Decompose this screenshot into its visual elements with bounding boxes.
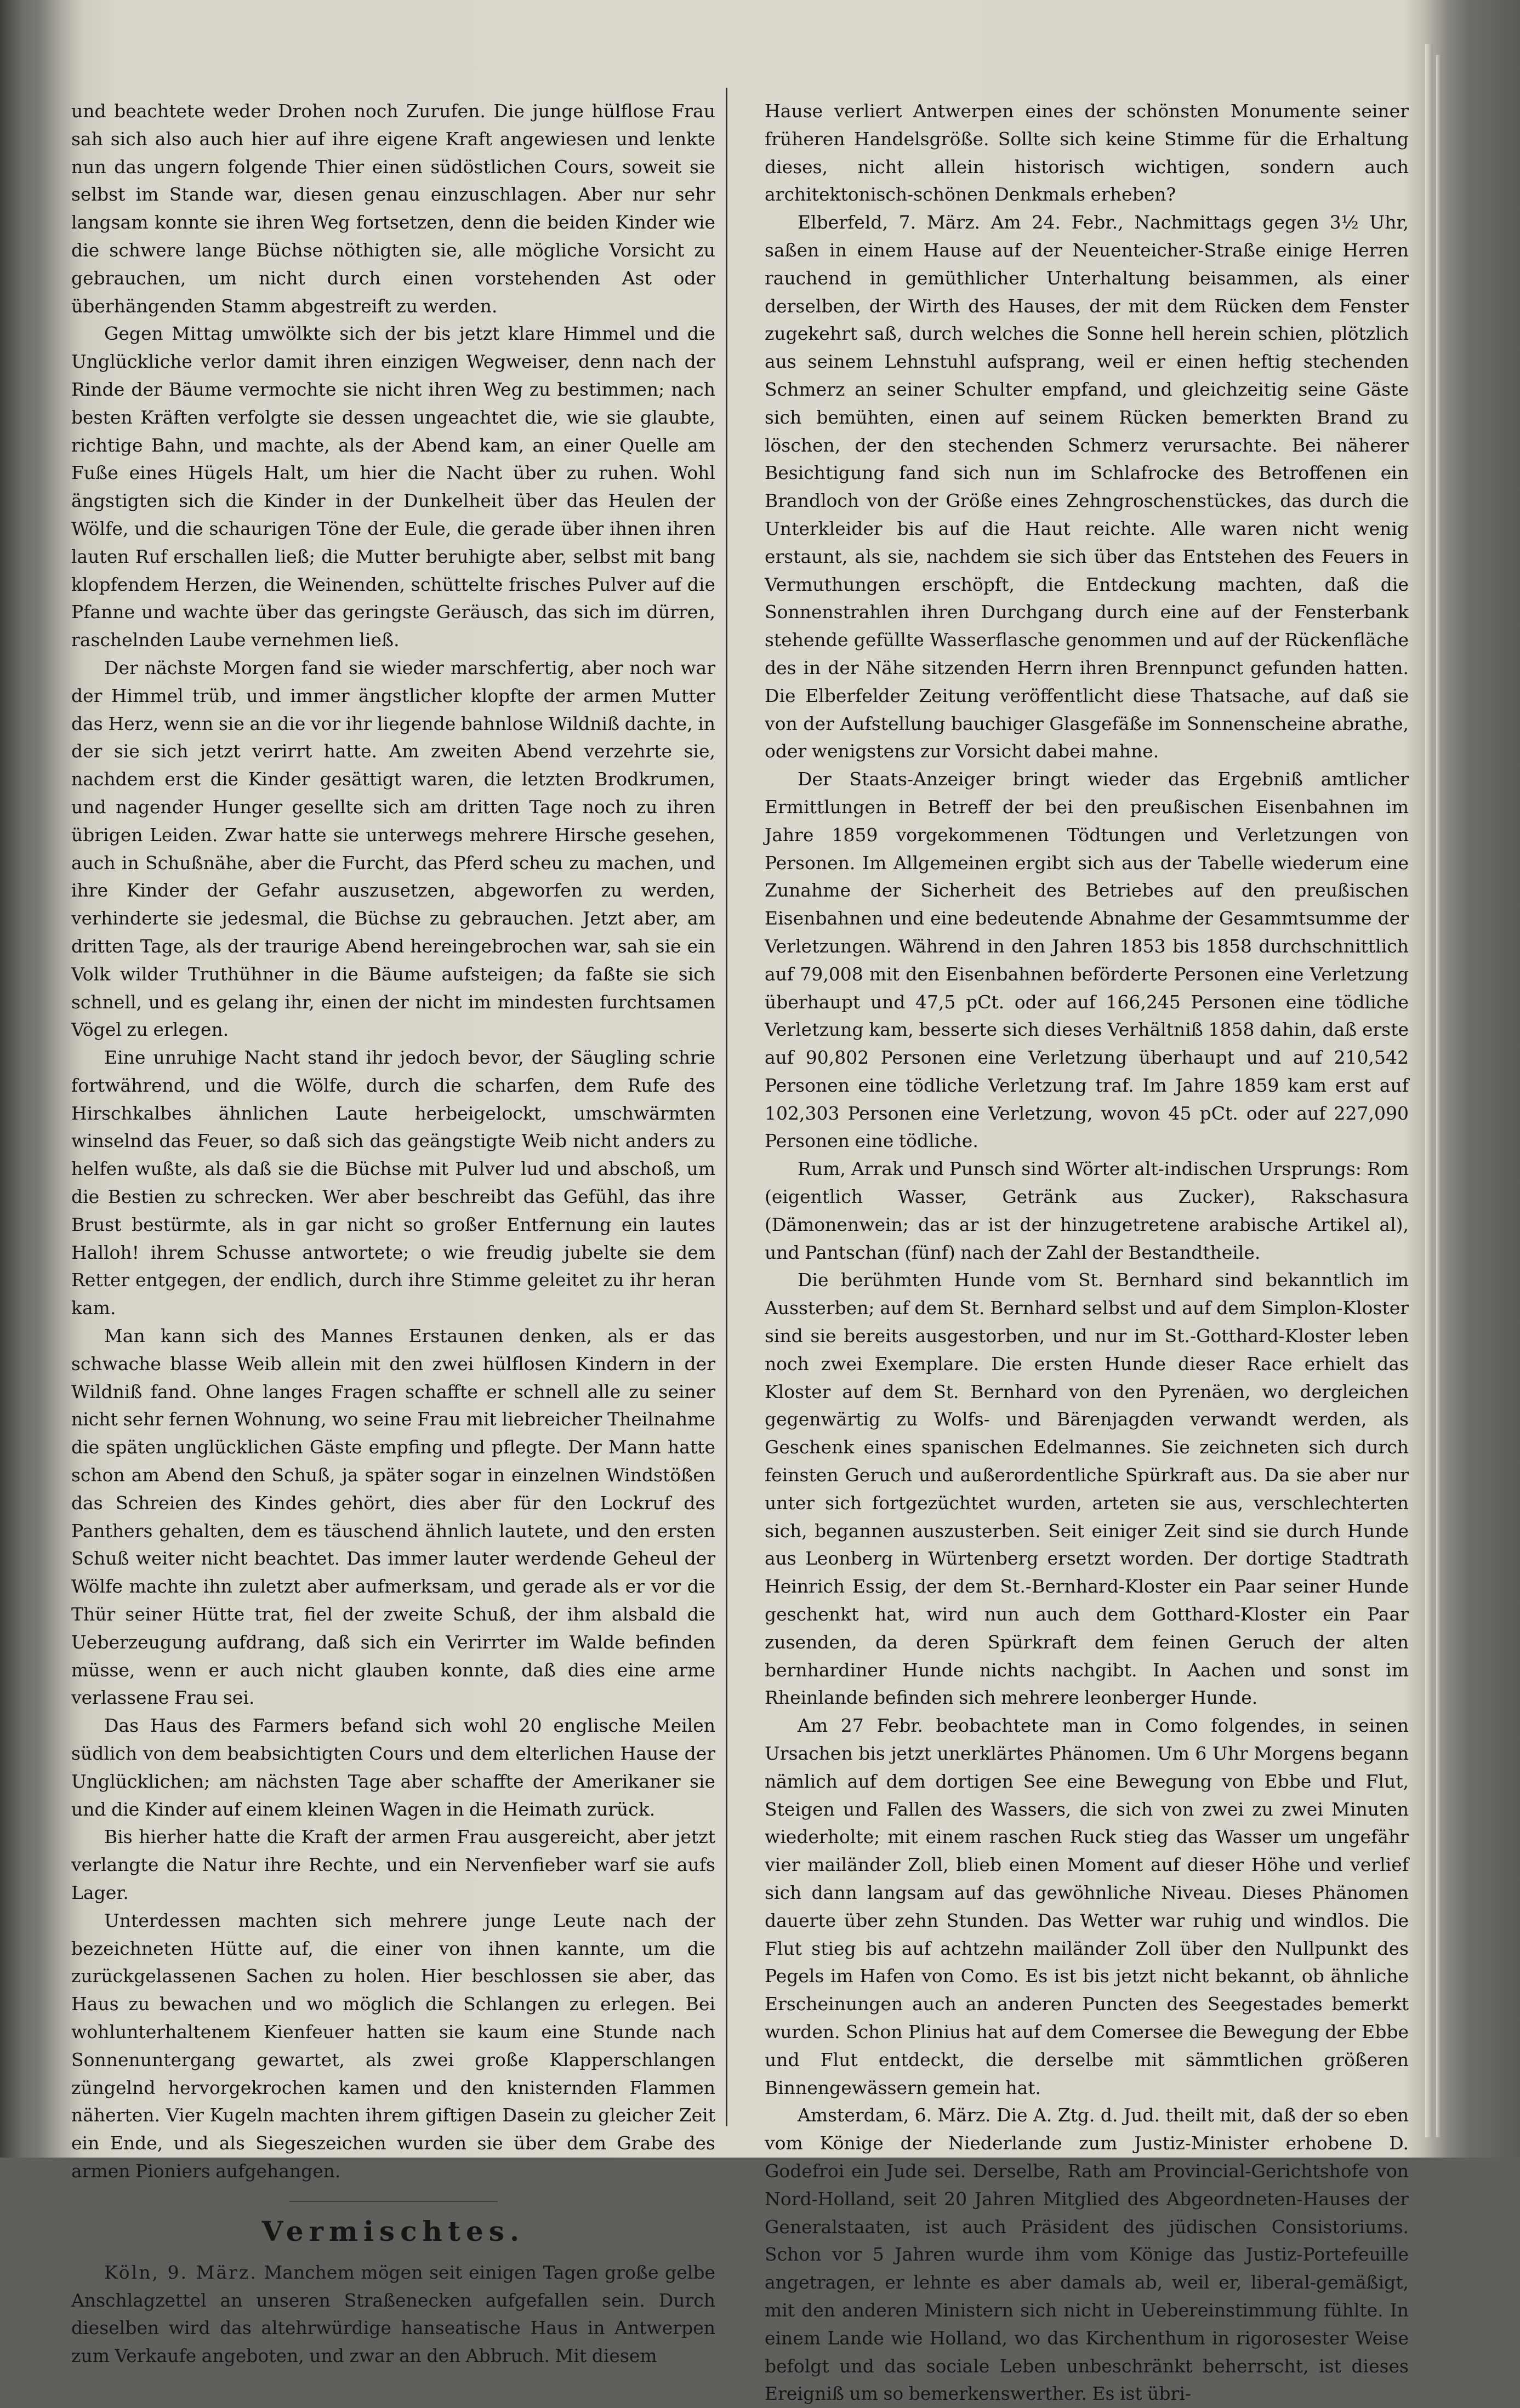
paragraph: Bis hierher hatte die Kraft der armen Frau ausgereicht, aber jetzt verlangte die Natur ihre Rechte, und ein Nervenfieber warf sie aufs Lager. <box>71 1826 715 1903</box>
paragraph: Elberfeld, 7. März. Am 24. Febr., Nachmittags gegen 3½ Uhr, saßen in einem Hause auf der Neuenteicher-Straße einige Herren rauchend in gemüthlicher Unterhaltung beisammen, als einer derselben, der Wirth des Hauses, der mit dem Rücken dem Fenster zugekehrt saß, durch welches die Sonne hell herein schien, plötzlich aus seinem Lehnstuhl aufsprang, weil er einen heftig stechenden Schmerz an seiner Schulter empfand, und gleichzeitig seine Gäste sich bemühten, einen auf seinem Rücken bemerkten Brand zu löschen, der den stechenden Schmerz verursachte. Bei näherer Besichtigung fand sich nun im Schlafrocke des Betroffenen ein Brandloch von der Größe eines Zehngroschenstückes, das durch die Unterkleider bis auf die Haut reichte. Alle waren nicht wenig erstaunt, als sie, nachdem sie sich über das Entstehen des Feuers in Vermuthungen erschöpft, die Entdeckung machten, daß die Sonnenstrahlen ihren Durchgang durch eine auf der Fensterbank stehende gefüllte Wasserflasche genommen und auf der Rückenfläche des in der Nähe sitzenden Herrn ihren Brennpunct gefunden hatten. Die Elberfelder Zeitung veröffentlicht diese Thatsache, auf daß sie von der Aufstellung bauchiger Glasgefäße im Sonnenscheine abrathe, oder wenigstens zur Vorsicht dabei mahne. <box>765 212 1409 762</box>
paragraph: Rum, Arrak und Punsch sind Wörter alt-indischen Ursprungs: Rom (eigentlich Wasser, Getränk aus Zucker), Rakschasura (Dämonenwein; das ar ist der hinzugetretene arabische Artikel al), und Pantschan (fünf) nach der Zahl der Bestandtheile. <box>765 1158 1409 1263</box>
left-column <box>71 98 715 2370</box>
right-column <box>765 98 1409 2408</box>
paragraph-text: Manchem mögen seit einigen Tagen große gelbe Anschlagzettel an unseren Straßenecken aufgefallen sein. Durch dieselben wird das altehrwürdige hanseatische Haus in Antwerpen zum Verkaufe angeboten, und zwar an den Abbruch. Mit diesem <box>71 2261 716 2367</box>
paragraph: Am 27 Febr. beobachtete man in Como folgendes, in seinen Ursachen bis jetzt unerklärtes Phänomen. Um 6 Uhr Morgens begann nämlich auf dem dortigen See eine Bewegung von Ebbe und Flut, Steigen und Fallen des Wassers, die sich von zwei zu zwei Minuten wiederholte; mit einem raschen Ruck stieg das Wasser um ungefähr vier mailänder Zoll, blieb einen Moment auf dieser Höhe und verlief sich dann langsam auf das gewöhnliche Niveau. Dieses Phänomen dauerte über zehn Stunden. Das Wetter war ruhig und windlos. Die Flut stieg bis auf achtzehn mailänder Zoll über den Nullpunkt des Pegels im Hafen von Como. Es ist bis jetzt nicht bekannt, ob ähnliche Erscheinungen auch an anderen Puncten des Seegestades bemerkt wurden. Schon Plinius hat auf dem Comersee die Bewegung der Ebbe und Flut entdeckt, die derselbe mit sämmtlichen größeren Binnengewässern gemein hat. <box>765 1715 1409 2098</box>
dateline: Köln, 9. März. <box>104 2261 258 2283</box>
paragraph: Hause verliert Antwerpen eines der schönsten Monumente seiner früheren Handelsgröße. Sollte sich keine Stimme für die Erhaltung dieses, nicht allein historisch wichtigen, sondern auch architektonisch-schönen Denkmals erheben? <box>765 100 1409 206</box>
column-divider <box>726 88 727 2126</box>
page-edge <box>1425 44 1433 2137</box>
paragraph: Man kann sich des Mannes Erstaunen denken, als er das schwache blasse Weib allein mit den zwei hülflosen Kindern in der Wildniß fand. Ohne langes Fragen schaffte er schnell alle zu seiner nicht sehr fernen Wohnung, wo seine Frau mit liebreicher Theilnahme die späten unglücklichen Gäste empfing und pflegte. Der Mann hatte schon am Abend den Schuß, ja später sogar in einzelnen Windstößen das Schreien des Kindes gehört, dies aber für den Lockruf des Panthers gehalten, dem es täuschend ähnlich lautete, und den ersten Schuß weiter nicht beachtet. Das immer lauter werdende Geheul der Wölfe machte ihn zuletzt aber aufmerksam, und gerade als er vor die Thür seiner Hütte trat, fiel der zweite Schuß, der ihm alsbald die Ueberzeugung aufdrang, daß sich ein Verirrter im Walde befinden müsse, wenn er auch nicht glauben konnte, daß dies eine arme verlassene Frau sei. <box>71 1325 715 1709</box>
paragraph <box>71 2259 715 2370</box>
paragraph: Amsterdam, 6. März. Die A. Ztg. d. Jud. theilt mit, daß der so eben vom Könige der Niederlande zum Justiz-Minister erhobene D. Godefroi ein Jude sei. Derselbe, Rath am Provincial-Gerichtshofe von Nord-Holland, seit 20 Jahren Mitglied des Abgeordneten-Hauses der Generalstaaten, ist auch Präsident des jüdischen Consistoriums. Schon vor 5 Jahren wurde ihm vom Könige das Justiz-Portefeuille angetragen, er lehnte es aber damals ab, weil er, liberal-gemäßigt, mit den anderen Ministern sich nicht in Uebereinstimmung fühlte. In einem Lande wie Holland, wo das Kirchenthum in rigorosester Weise befolgt und das sociale Leben unbeschränkt beherrscht, ist dieses Ereigniß um so bemerkenswerther. Es ist übri- <box>765 2104 1409 2405</box>
paragraph: Die berühmten Hunde vom St. Bernhard sind bekanntlich im Aussterben; auf dem St. Bernhard selbst und auf dem Simplon-Kloster sind sie bereits ausgestorben, und nur im St.-Gotthard-Kloster leben noch zwei Exemplare. Die ersten Hunde dieser Race erhielt das Kloster auf dem St. Bernhard von den Pyrenäen, wo dergleichen gegenwärtig zu Wolfs- und Bärenjagden verwandt werden, als Geschenk eines spanischen Edelmannes. Sie zeichneten sich durch feinsten Geruch und außerordentliche Spürkraft aus. Da sie aber nur unter sich fortgezüchtet wurden, arteten sie aus, verschlechterten sich, begannen auszusterben. Seit einiger Zeit sind sie durch Hunde aus Leonberg in Würtenberg ersetzt worden. Der dortige Stadtrath Heinrich Essig, der dem St.-Bernhard-Kloster ein Paar seiner Hunde geschenkt hat, wird nun auch dem Gotthard-Kloster ein Paar zusenden, da deren Spürkraft dem feinen Geruch der alten bernhardiner Hunde nichts nachgibt. In Aachen und sonst im Rheinlande befinden sich mehrere leonberger Hunde. <box>765 1269 1409 1709</box>
page-edge-back <box>1436 55 1442 2137</box>
section-rule <box>289 2201 498 2202</box>
paragraph: Der Staats-Anzeiger bringt wieder das Ergebniß amtlicher Ermittlungen in Betreff der bei den preußischen Eisenbahnen im Jahre 1859 vorgekommenen Tödtungen und Verletzungen von Personen. Im Allgemeinen ergibt sich aus der Tabelle wiederum eine Zunahme der Sicherheit des Betriebes auf den preußischen Eisenbahnen und eine bedeutende Abnahme der Gesammtsumme der Verletzungen. Während in den Jahren 1853 bis 1858 durchschnittlich auf 79,008 mit den Eisenbahnen beförderte Personen eine Verletzung überhaupt und 47,5 pCt. oder auf 166,245 Personen eine tödliche Verletzung kam, besserte sich dieses Verhältniß 1858 dahin, daß erste auf 90,802 Personen eine Verletzung überhaupt und auf 210,542 Personen eine tödliche Verletzung traf. Im Jahre 1859 kam erst auf 102,303 Personen eine Verletzung, wovon 45 pCt. oder auf 227,090 Personen eine tödliche. <box>765 768 1409 1152</box>
section-heading: Vermischtes. <box>261 2215 525 2247</box>
paragraph: Der nächste Morgen fand sie wieder marschfertig, aber noch war der Himmel trüb, und immer ängstlicher klopfte der armen Mutter das Herz, wenn sie an die vor ihr liegende bahnlose Wildniß dachte, in der sie sich jetzt verirrt hatte. Am zweiten Abend verzehrte sie, nachdem erst die Kinder gesättigt waren, die letzten Brodkrumen, und nagender Hunger gesellte sich am dritten Tage noch zu ihren übrigen Leiden. Zwar hatte sie unterwegs mehrere Hirsche gesehen, auch in Schußnähe, aber die Furcht, das Pferd scheu zu machen, und ihre Kinder der Gefahr auszusetzen, abgeworfen zu werden, verhinderte sie jedesmal, die Büchse zu gebrauchen. Jetzt aber, am dritten Tage, als der traurige Abend hereingebrochen war, sah sie ein Volk wilder Truthühner in die Bäume aufsteigen; da faßte sie sich schnell, und es gelang ihr, einen der nicht im mindesten furchtsamen Vögel zu erlegen. <box>71 657 715 1041</box>
paragraph: und beachtete weder Drohen noch Zurufen. Die junge hülflose Frau sah sich also auch hier auf ihre eigene Kraft angewiesen und lenkte nun das ungern folgende Thier einen südöstlichen Cours, soweit sie selbst im Stande war, diesen genau einzuschlagen. Aber nur sehr langsam konnte sie ihren Weg fortsetzen, denn die beiden Kinder wie die schwere lange Büchse nöthigten sie, alle mögliche Vorsicht zu gebrauchen, um nicht durch einen vorstehenden Ast oder überhängenden Stamm abgestreift zu werden. <box>71 100 715 317</box>
paragraph: Eine unruhige Nacht stand ihr jedoch bevor, der Säugling schrie fortwährend, und die Wölfe, durch die scharfen, dem Rufe des Hirschkalbes ähnlichen Laute herbeigelockt, umschwärmten winselnd das Feuer, so daß sich das geängstigte Weib nicht anders zu helfen wußte, als daß sie die Büchse mit Pulver lud und abschoß, um die Bestien zu schrecken. Wer aber beschreibt das Gefühl, das ihre Brust bestürmte, als in gar nicht so großer Entfernung ein lautes Halloh! ihrem Schusse antwortete; o wie freudig jubelte sie dem Retter entgegen, der endlich, durch ihre Stimme geleitet zu ihr heran kam. <box>71 1047 715 1319</box>
paragraph: Unterdessen machten sich mehrere junge Leute nach der bezeichneten Hütte auf, die einer von ihnen kannte, um die zurückgelassenen Sachen zu holen. Hier beschlossen sie aber, das Haus zu bewachen und wo möglich die Schlangen zu erlegen. Bei wohlunterhaltenem Kienfeuer hatten sie kaum eine Stunde nach Sonnenuntergang gewartet, als zwei große Klapperschlangen züngelnd hervorgekrochen kamen und den knisternden Flammen näherten. Vier Kugeln machten ihrem giftigen Dasein zu gleicher Zeit ein Ende, und als Siegeszeichen wurden sie über dem Grabe des armen Pioniers aufgehangen. <box>71 1909 715 2182</box>
paragraph: Gegen Mittag umwölkte sich der bis jetzt klare Himmel und die Unglückliche verlor damit ihren einzigen Wegweiser, denn nach der Rinde der Bäume vermochte sie nicht ihren Weg zu bestimmen; nach besten Kräften verfolgte sie dessen ungeachtet die, wie sie glaubte, richtige Bahn, und machte, als der Abend kam, an einer Quelle am Fuße eines Hügels Halt, um hier die Nacht über zu ruhen. Wohl ängstigten sich die Kinder in der Dunkelheit über das Heulen der Wölfe, und die schaurigen Töne der Eule, die gerade über ihnen ihren lauten Ruf erschallen ließ; die Mutter beruhigte aber, selbst mit bang klopfendem Herzen, die Weinenden, schüttelte frisches Pulver auf die Pfanne und wachte über das geringste Geräusch, das sich im dürren, raschelnden Laube vernehmen ließ. <box>71 323 715 651</box>
paragraph: Das Haus des Farmers befand sich wohl 20 englische Meilen südlich von dem beabsichtigten Cours und dem elterlichen Hause der Unglücklichen; am nächsten Tage aber schaffte der Amerikaner sie und die Kinder auf einem kleinen Wagen in die Heimath zurück. <box>71 1715 715 1820</box>
